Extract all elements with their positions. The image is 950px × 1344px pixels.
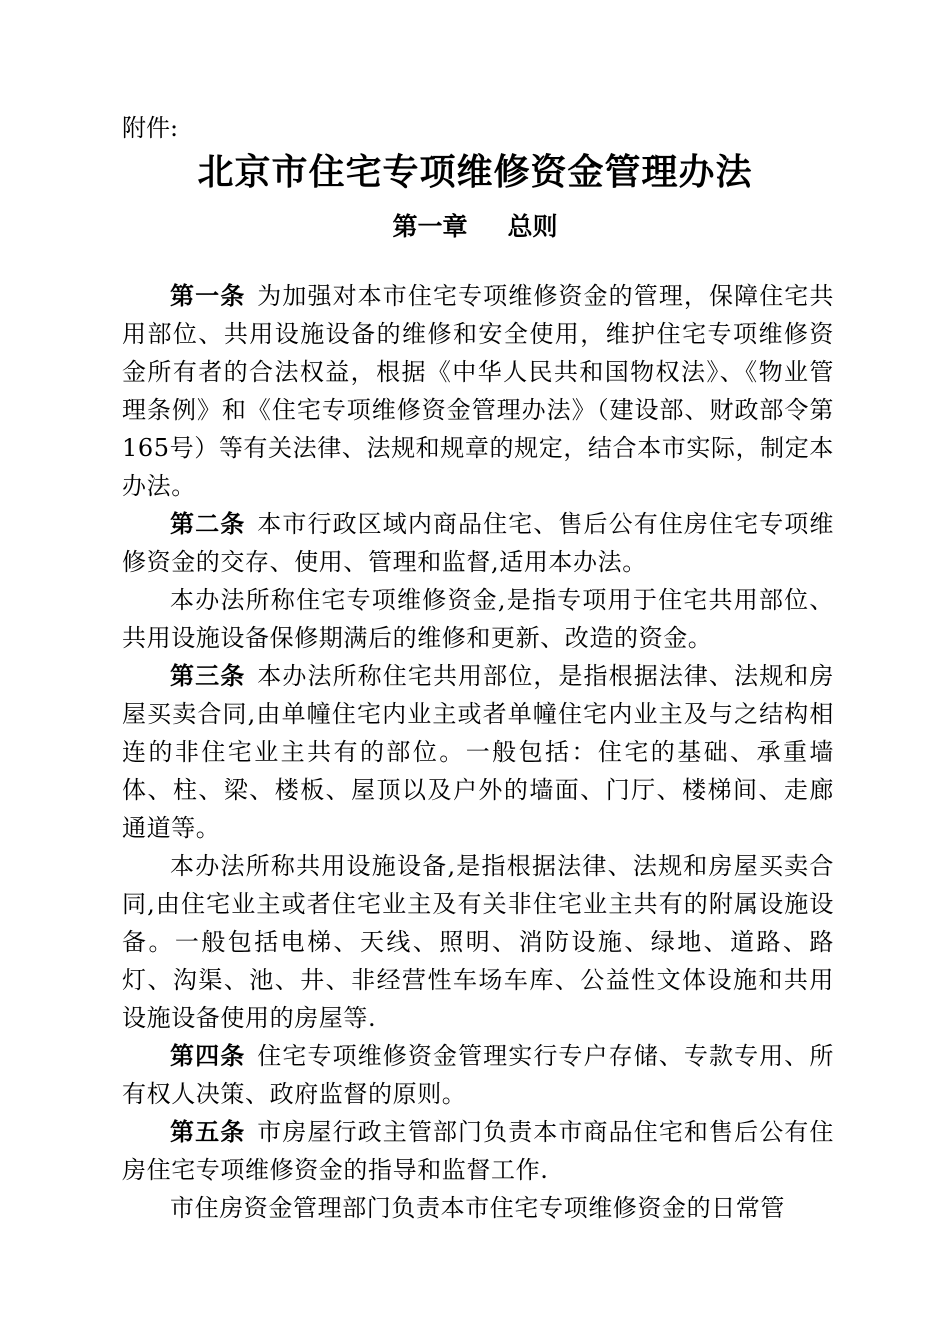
article-text: 住宅专项维修资金管理实行专户存储、专款专用、所有权人决策、政府监督的原则。 [122, 1042, 834, 1108]
chapter-number: 第一章 [392, 212, 468, 241]
article-paragraph [122, 581, 834, 657]
article-text: 本办法所称住宅专项维修资金,是指专项用于住宅共用部位、共用设施设备保修期满后的维修和更新、改造的资金。 [122, 586, 834, 652]
article-label: 第四条 [170, 1041, 246, 1070]
article-paragraph [122, 847, 834, 1037]
chapter-heading [0, 208, 950, 246]
attachment-label: 附件: [122, 114, 179, 142]
document-body [122, 277, 834, 1227]
article-text: 本办法所称住宅共用部位，是指根据法律、法规和房屋买卖合同,由单幢住宅内业主或者单幢住宅内业主及与之结构相连的非住宅业主共有的部位。一般包括：住宅的基础、承重墙体、柱、梁、楼板、屋顶以及户外的墙面、门厅、楼梯间、走廊通道等。 [122, 662, 834, 842]
article-text: 为加强对本市住宅专项维修资金的管理，保障住宅共用部位、共用设施设备的维修和安全使用，维护住宅专项维修资金所有者的合法权益，根据《中华人民共和国物权法》、《物业管理条例》和《住宅专项维修资金管理办法》（建设部、财政部令第165号）等有关法律、法规和规章的规定，结合本市实际，制定本办法。 [122, 282, 834, 500]
article-text: 本办法所称共用设施设备,是指根据法律、法规和房屋买卖合同,由住宅业主或者住宅业主及有关非住宅业主共有的附属设施设备。一般包括电梯、天线、照明、消防设施、绿地、道路、路灯、沟渠、池、井、非经营性车场车库、公益性文体设施和共用设施设备使用的房屋等. [122, 852, 834, 1032]
article-label: 第二条 [170, 509, 246, 538]
chapter-name: 总则 [507, 212, 558, 241]
article-paragraph [122, 505, 834, 581]
document-title: 北京市住宅专项维修资金管理办法 [197, 151, 753, 193]
article-text: 本市行政区域内商品住宅、售后公有住房住宅专项维修资金的交存、使用、管理和监督,适用本办法。 [122, 510, 834, 576]
article-paragraph [122, 1113, 834, 1189]
article-label: 第五条 [170, 1117, 246, 1146]
article-label: 第一条 [170, 281, 246, 310]
article-paragraph [122, 277, 834, 505]
article-text: 市房屋行政主管部门负责本市商品住宅和售后公有住房住宅专项维修资金的指导和监督工作. [122, 1118, 834, 1184]
article-text: 市住房资金管理部门负责本市住宅专项维修资金的日常管 [170, 1194, 785, 1222]
article-label: 第三条 [170, 661, 246, 690]
article-paragraph [122, 657, 834, 847]
article-paragraph [122, 1189, 834, 1227]
article-paragraph [122, 1037, 834, 1113]
